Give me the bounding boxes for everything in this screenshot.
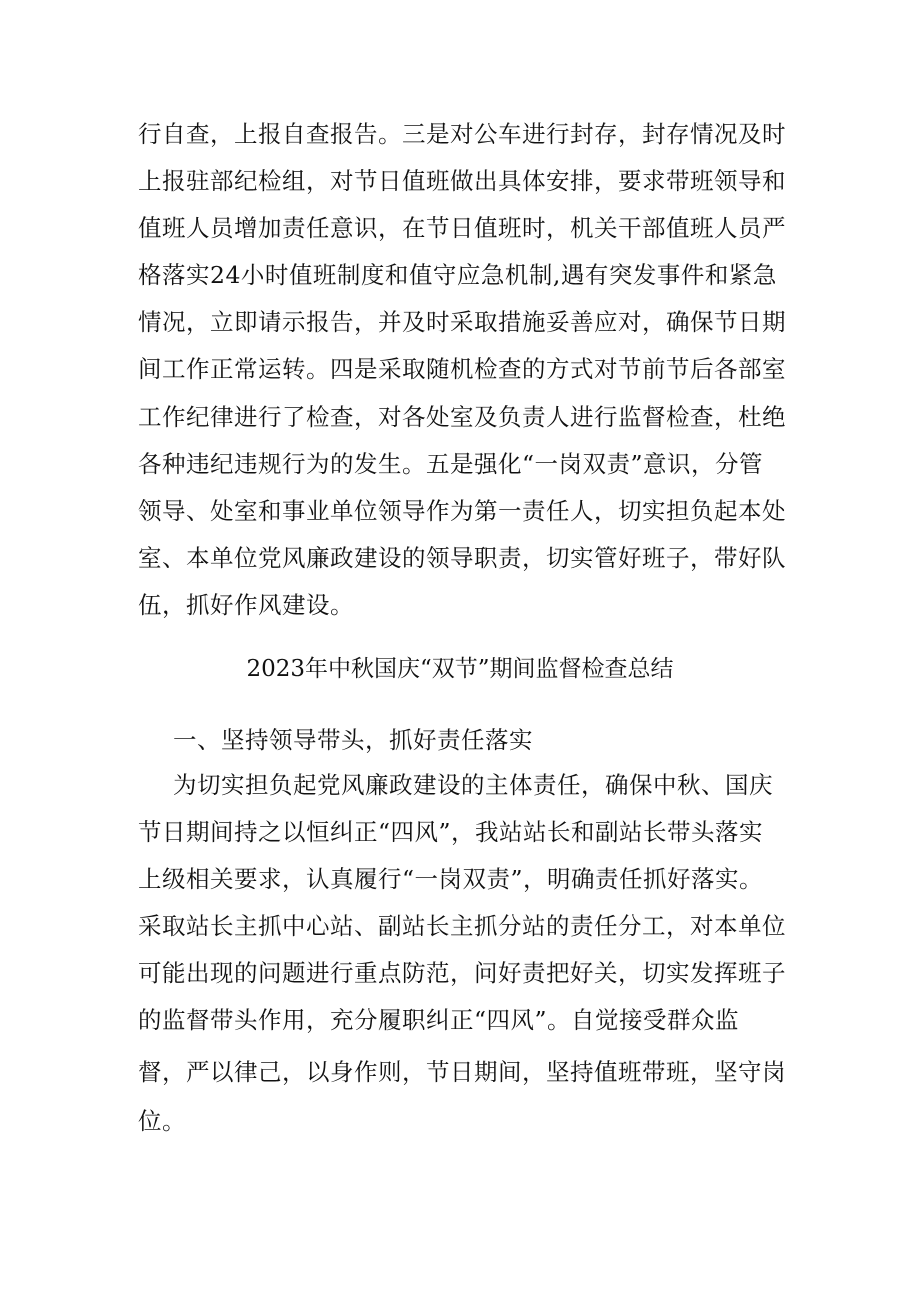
body-line: 间工作正常运转。四是采取随机检查的方式对节前节后各部室 xyxy=(138,355,786,383)
body-line: 上报驻部纪检组，对节日值班做出具体安排，要求带班领导和 xyxy=(138,167,786,195)
body-line: 情况，立即请示报告，并及时采取措施妥善应对，确保节日期 xyxy=(138,308,786,336)
body-line: 领导、处室和事业单位领导作为第一责任人，切实担负起本处 xyxy=(138,497,786,525)
body-line: 工作纪律进行了检查，对各处室及负责人进行监督检查，杜绝 xyxy=(138,403,786,431)
body-line: 为切实担负起党风廉政建设的主体责任，确保中秋、国庆 xyxy=(173,771,773,799)
body-line: 节日期间持之以恒纠正“四风”，我站站长和副站长带头落实 xyxy=(138,818,764,846)
body-line: 伍，抓好作风建设。 xyxy=(138,591,354,619)
body-line: 各种违纪违规行为的发生。五是强化“一岗双责”意识，分管 xyxy=(138,450,764,478)
body-line: 督，严以律己，以身作则，节日期间，坚持值班带班，坚守岗 xyxy=(138,1058,786,1086)
body-line: 行自查，上报自查报告。三是对公车进行封存，封存情况及时 xyxy=(138,120,786,148)
document-title: 2023年中秋国庆“双节”期间监督检查总结 xyxy=(246,656,674,682)
section-heading: 一、坚持领导带头，抓好责任落实 xyxy=(173,726,533,754)
body-line: 位。 xyxy=(138,1107,186,1135)
body-line: 采取站长主抓中心站、副站长主抓分站的责任分工，对本单位 xyxy=(138,912,786,940)
body-line: 格落实24小时值班制度和值守应急机制,遇有突发事件和紧急 xyxy=(138,261,777,289)
body-line: 上级相关要求，认真履行“一岗双责”，明确责任抓好落实。 xyxy=(138,865,764,893)
body-line: 的监督带头作用，充分履职纠正“四风”。自觉接受群众监 xyxy=(138,1006,740,1034)
body-line: 可能出现的问题进行重点防范，问好责把好关，切实发挥班子 xyxy=(138,959,786,987)
body-line: 室、本单位党风廉政建设的领导职责，切实管好班子，带好队 xyxy=(138,544,786,572)
body-line: 值班人员增加责任意识，在节日值班时，机关干部值班人员严 xyxy=(138,214,786,242)
